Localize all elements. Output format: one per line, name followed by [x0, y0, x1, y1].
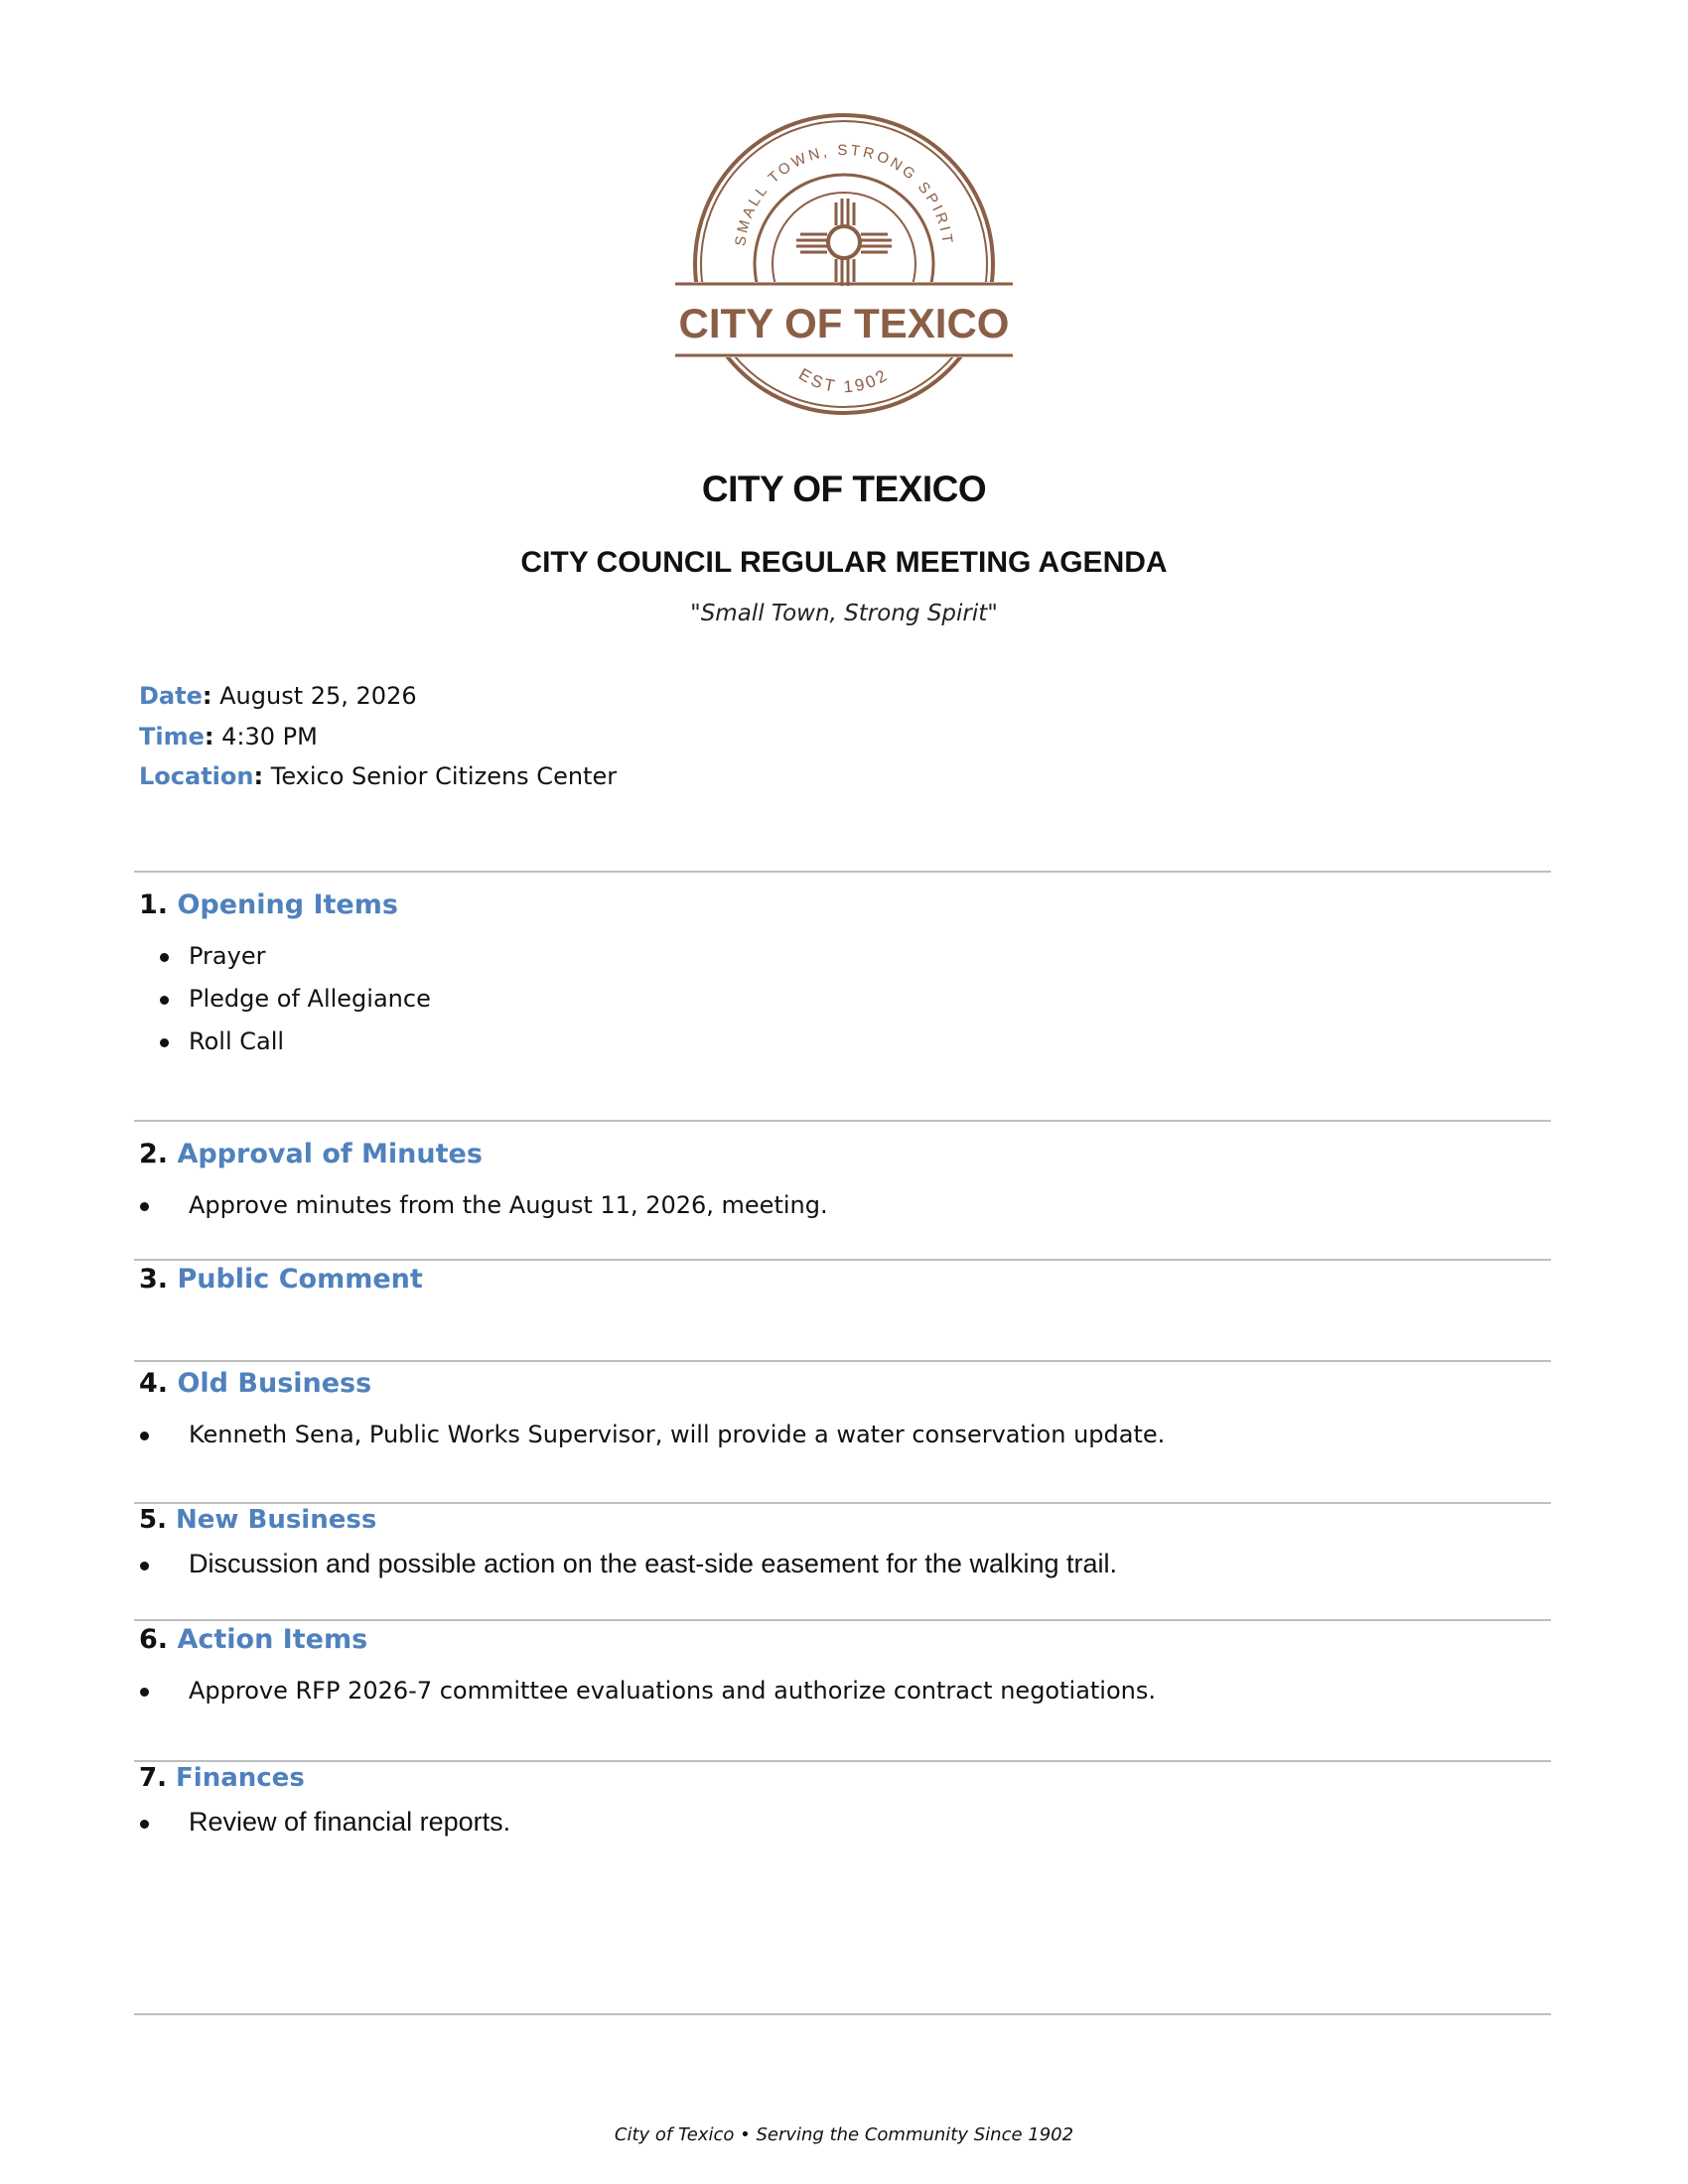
divider	[134, 1360, 1551, 1362]
bullet-icon	[160, 996, 169, 1005]
svg-text:SMALL TOWN, STRONG SPIRIT: SMALL TOWN, STRONG SPIRIT	[732, 141, 956, 247]
section-heading-old-business: 4. Old Business	[139, 1368, 372, 1399]
list-item: Discussion and possible action on the east-side easement for the walking trail.	[189, 1549, 1118, 1578]
svg-text:EST 1902: EST 1902	[795, 364, 893, 397]
bullet-icon	[160, 1038, 169, 1047]
bullet-icon	[140, 1562, 149, 1570]
bullet-icon	[160, 953, 169, 962]
time-value: 4:30 PM	[221, 723, 318, 751]
meeting-date: Date: August 25, 2026	[139, 682, 417, 710]
agenda-subtitle: CITY COUNCIL REGULAR MEETING AGENDA	[520, 546, 1168, 579]
list-item: Review of financial reports.	[189, 1807, 511, 1837]
divider	[134, 1120, 1551, 1122]
section-heading-public-comment: 3. Public Comment	[139, 1264, 423, 1295]
zia-sun-icon	[796, 199, 892, 286]
bullet-icon	[140, 1688, 149, 1697]
seal-graphic	[667, 107, 1021, 425]
list-item: Approve minutes from the August 11, 2026, meeting.	[189, 1191, 828, 1219]
divider	[134, 1619, 1551, 1621]
section-heading-finances: 7. Finances	[139, 1763, 305, 1793]
list-item: Kenneth Sena, Public Works Supervisor, will provide a water conservation update.	[189, 1421, 1166, 1448]
section-heading-new-business: 5. New Business	[139, 1505, 377, 1535]
list-item: Approve RFP 2026-7 committee evaluations and authorize contract negotiations.	[189, 1677, 1157, 1705]
section-heading-approval-of-minutes: 2. Approval of Minutes	[139, 1139, 483, 1169]
bullet-icon	[140, 1432, 149, 1440]
tagline: "Small Town, Strong Spirit"	[690, 601, 998, 626]
date-label: Date	[139, 682, 203, 710]
time-label: Time	[139, 723, 205, 751]
page-title: CITY OF TEXICO	[701, 469, 987, 509]
location-label: Location	[139, 762, 254, 790]
divider	[134, 1760, 1551, 1762]
divider	[134, 1502, 1551, 1504]
section-heading-opening-items: 1. Opening Items	[139, 889, 398, 920]
city-seal-logo	[667, 107, 1021, 425]
divider	[134, 1259, 1551, 1261]
location-value: Texico Senior Citizens Center	[270, 762, 618, 790]
divider	[134, 871, 1551, 873]
list-item: Roll Call	[189, 1027, 285, 1055]
meeting-time: Time: 4:30 PM	[139, 723, 318, 751]
meeting-location: Location: Texico Senior Citizens Center	[139, 762, 618, 790]
section-heading-action-items: 6. Action Items	[139, 1624, 368, 1655]
list-item: Pledge of Allegiance	[189, 985, 431, 1013]
page-footer: City of Texico • Serving the Community Since 1902	[614, 2124, 1074, 2145]
svg-text:CITY OF TEXICO: CITY OF TEXICO	[678, 300, 1010, 346]
date-value: August 25, 2026	[219, 682, 417, 710]
bullet-icon	[140, 1820, 149, 1829]
divider	[134, 2013, 1551, 2015]
bullet-icon	[140, 1202, 149, 1211]
list-item: Prayer	[189, 942, 266, 970]
